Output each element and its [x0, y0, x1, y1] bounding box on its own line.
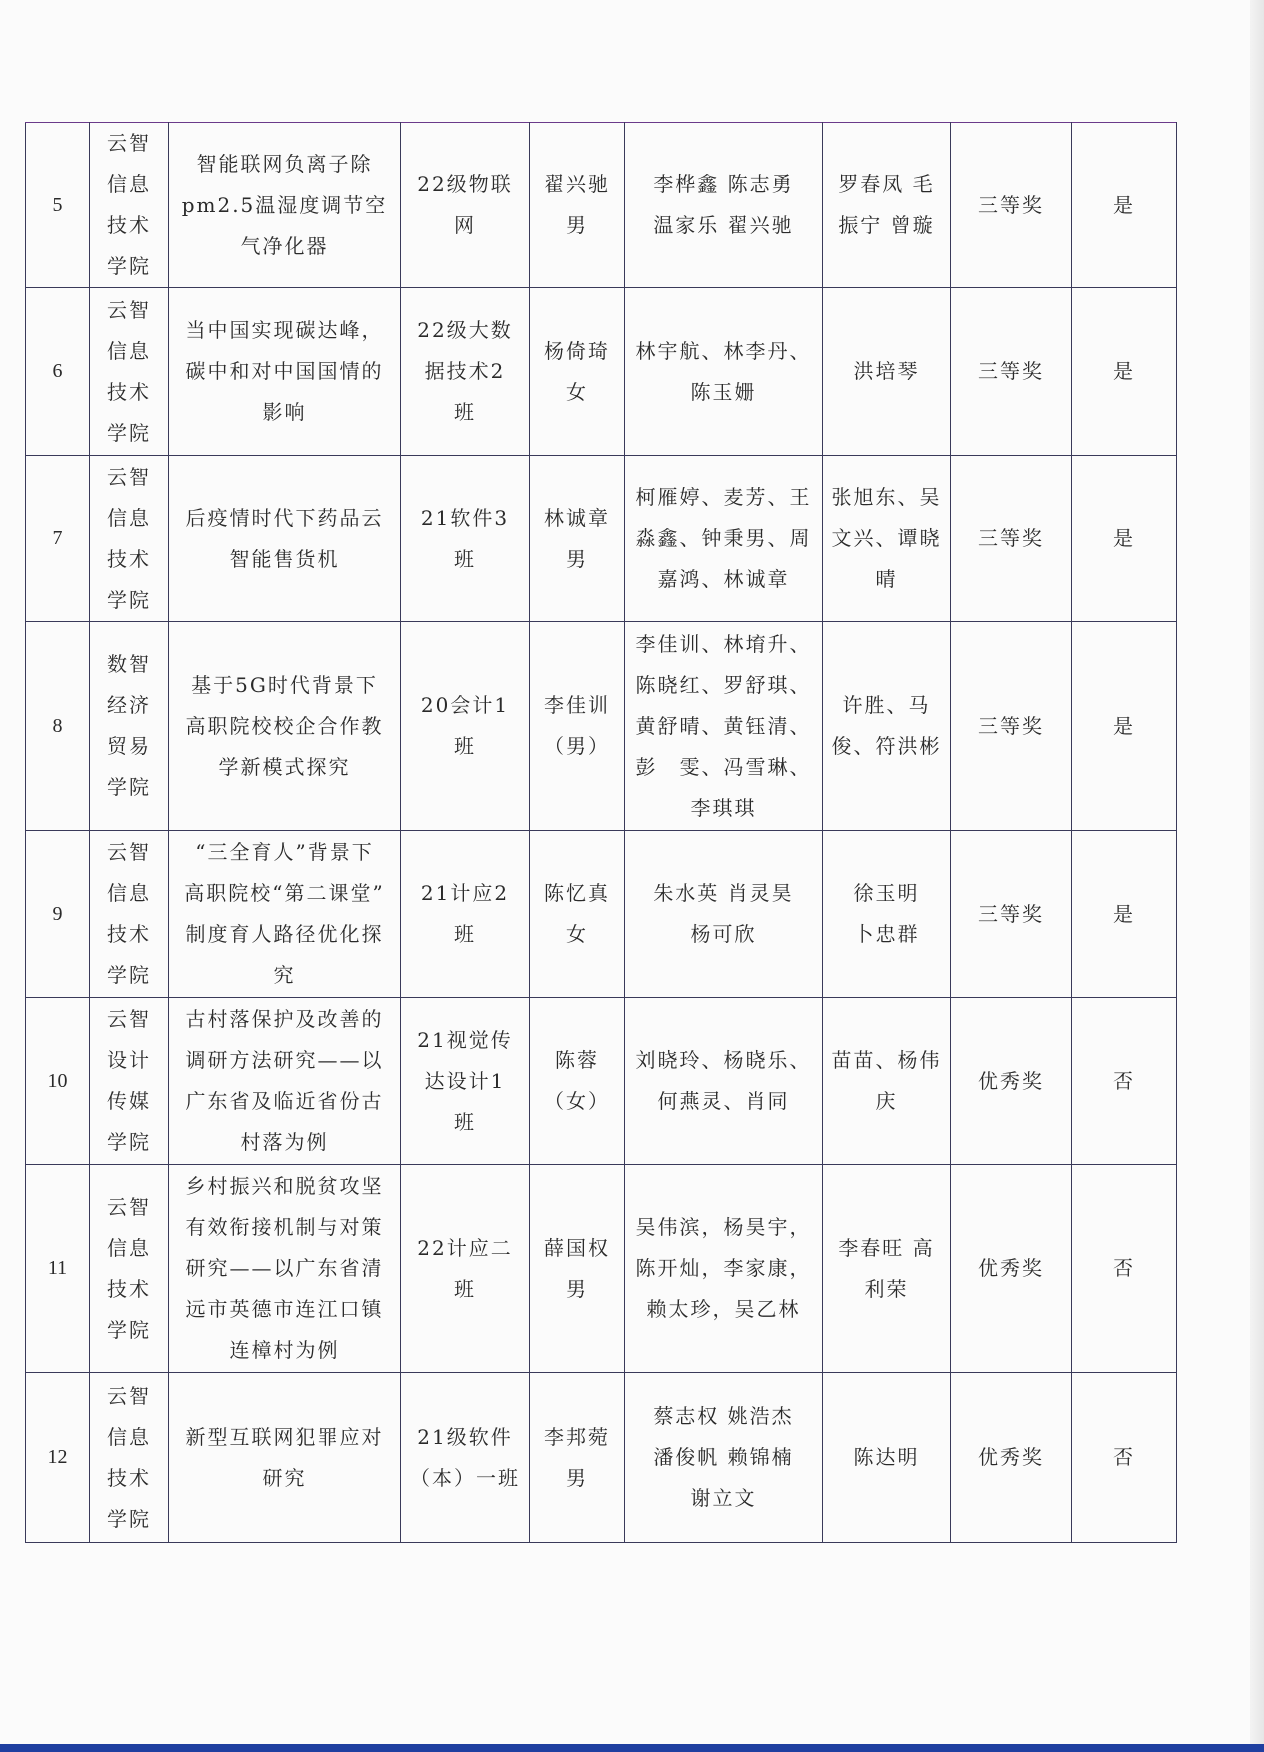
- members-cell: 林宇航、林李丹、 陈玉姗: [625, 288, 823, 456]
- project-title-cell: 后疫情时代下药品云 智能售货机: [169, 456, 401, 622]
- advisor-cell: 洪培琴: [823, 288, 951, 456]
- row-number: 10: [26, 998, 90, 1165]
- project-title-cell: “三全育人”背景下 高职院校“第二课堂” 制度育人路径优化探 究: [169, 831, 401, 998]
- members-cell: 吴伟滨，杨昊宇， 陈开灿，李家康， 赖太珍，吴乙林: [625, 1165, 823, 1373]
- table-row: [26, 123, 1177, 288]
- college-cell: 云智 信息 技术 学院: [90, 1165, 169, 1373]
- class-cell: 22级大数 据技术2 班: [401, 288, 530, 456]
- award-cell: 优秀奖: [951, 1373, 1072, 1543]
- advisor-cell: 苗苗、杨伟 庆: [823, 998, 951, 1165]
- award-cell: 优秀奖: [951, 1165, 1072, 1373]
- college-cell: 云智 信息 技术 学院: [90, 831, 169, 998]
- leader-cell: 薛国权 男: [530, 1165, 625, 1373]
- award-cell: 三等奖: [951, 622, 1072, 831]
- project-title-cell: 基于5G时代背景下 高职院校校企合作教 学新模式探究: [169, 622, 401, 831]
- members-cell: 李桦鑫 陈志勇 温家乐 翟兴驰: [625, 123, 823, 288]
- recommended-cell: 是: [1072, 288, 1177, 456]
- advisor-cell: 李春旺 高 利荣: [823, 1165, 951, 1373]
- award-cell: 优秀奖: [951, 998, 1072, 1165]
- members-cell: 刘晓玲、杨晓乐、 何燕灵、肖同: [625, 998, 823, 1165]
- scan-edge: [1250, 0, 1264, 1752]
- table-row: [26, 456, 1177, 622]
- leader-cell: 李邦菀 男: [530, 1373, 625, 1543]
- table-row: [26, 622, 1177, 831]
- leader-cell: 林诚章 男: [530, 456, 625, 622]
- advisor-cell: 罗春凤 毛 振宁 曾璇: [823, 123, 951, 288]
- project-title-cell: 智能联网负离子除 pm2.5温湿度调节空 气净化器: [169, 123, 401, 288]
- project-title-cell: 新型互联网犯罪应对 研究: [169, 1373, 401, 1543]
- class-cell: 22计应二 班: [401, 1165, 530, 1373]
- class-cell: 22级物联 网: [401, 123, 530, 288]
- recommended-cell: 否: [1072, 1165, 1177, 1373]
- recommended-cell: 是: [1072, 456, 1177, 622]
- recommended-cell: 是: [1072, 831, 1177, 998]
- college-cell: 云智 信息 技术 学院: [90, 123, 169, 288]
- row-number: 9: [26, 831, 90, 998]
- members-cell: 蔡志权 姚浩杰 潘俊帆 赖锦楠 谢立文: [625, 1373, 823, 1543]
- row-number: 11: [26, 1165, 90, 1373]
- college-cell: 数智 经济 贸易 学院: [90, 622, 169, 831]
- members-cell: 李佳训、林堉升、 陈晓红、罗舒琪、 黄舒晴、黄钰清、 彭 雯、冯雪琳、 李琪琪: [625, 622, 823, 831]
- recommended-cell: 否: [1072, 1373, 1177, 1543]
- college-cell: 云智 信息 技术 学院: [90, 288, 169, 456]
- table-row: [26, 288, 1177, 456]
- scan-border: [0, 1744, 1264, 1752]
- class-cell: 21计应2 班: [401, 831, 530, 998]
- award-table: [25, 122, 1177, 1543]
- table-row: [26, 998, 1177, 1165]
- class-cell: 20会计1 班: [401, 622, 530, 831]
- members-cell: 柯雁婷、麦芳、王 淼鑫、钟秉男、周 嘉鸿、林诚章: [625, 456, 823, 622]
- leader-cell: 陈蓉 （女）: [530, 998, 625, 1165]
- recommended-cell: 否: [1072, 998, 1177, 1165]
- row-number: 6: [26, 288, 90, 456]
- row-number: 12: [26, 1373, 90, 1543]
- project-title-cell: 当中国实现碳达峰， 碳中和对中国国情的 影响: [169, 288, 401, 456]
- project-title-cell: 古村落保护及改善的 调研方法研究——以 广东省及临近省份古 村落为例: [169, 998, 401, 1165]
- leader-cell: 李佳训 （男）: [530, 622, 625, 831]
- advisor-cell: 陈达明: [823, 1373, 951, 1543]
- college-cell: 云智 信息 技术 学院: [90, 456, 169, 622]
- table-row: [26, 831, 1177, 998]
- advisor-cell: 徐玉明 卜忠群: [823, 831, 951, 998]
- leader-cell: 翟兴驰 男: [530, 123, 625, 288]
- advisor-cell: 许胜、马 俊、符洪彬: [823, 622, 951, 831]
- members-cell: 朱水英 肖灵昊 杨可欣: [625, 831, 823, 998]
- project-title-cell: 乡村振兴和脱贫攻坚 有效衔接机制与对策 研究——以广东省清 远市英德市连江口镇 连樟村为例: [169, 1165, 401, 1373]
- row-number: 7: [26, 456, 90, 622]
- leader-cell: 杨倚琦 女: [530, 288, 625, 456]
- recommended-cell: 是: [1072, 622, 1177, 831]
- award-cell: 三等奖: [951, 456, 1072, 622]
- college-cell: 云智 信息 技术 学院: [90, 1373, 169, 1543]
- advisor-cell: 张旭东、吴 文兴、谭晓 晴: [823, 456, 951, 622]
- class-cell: 21软件3 班: [401, 456, 530, 622]
- award-cell: 三等奖: [951, 831, 1072, 998]
- class-cell: 21级软件 （本）一班: [401, 1373, 530, 1543]
- leader-cell: 陈忆真 女: [530, 831, 625, 998]
- award-cell: 三等奖: [951, 123, 1072, 288]
- recommended-cell: 是: [1072, 123, 1177, 288]
- table-row: [26, 1165, 1177, 1373]
- college-cell: 云智 设计 传媒 学院: [90, 998, 169, 1165]
- table-row: [26, 1373, 1177, 1543]
- award-cell: 三等奖: [951, 288, 1072, 456]
- row-number: 5: [26, 123, 90, 288]
- class-cell: 21视觉传 达设计1 班: [401, 998, 530, 1165]
- row-number: 8: [26, 622, 90, 831]
